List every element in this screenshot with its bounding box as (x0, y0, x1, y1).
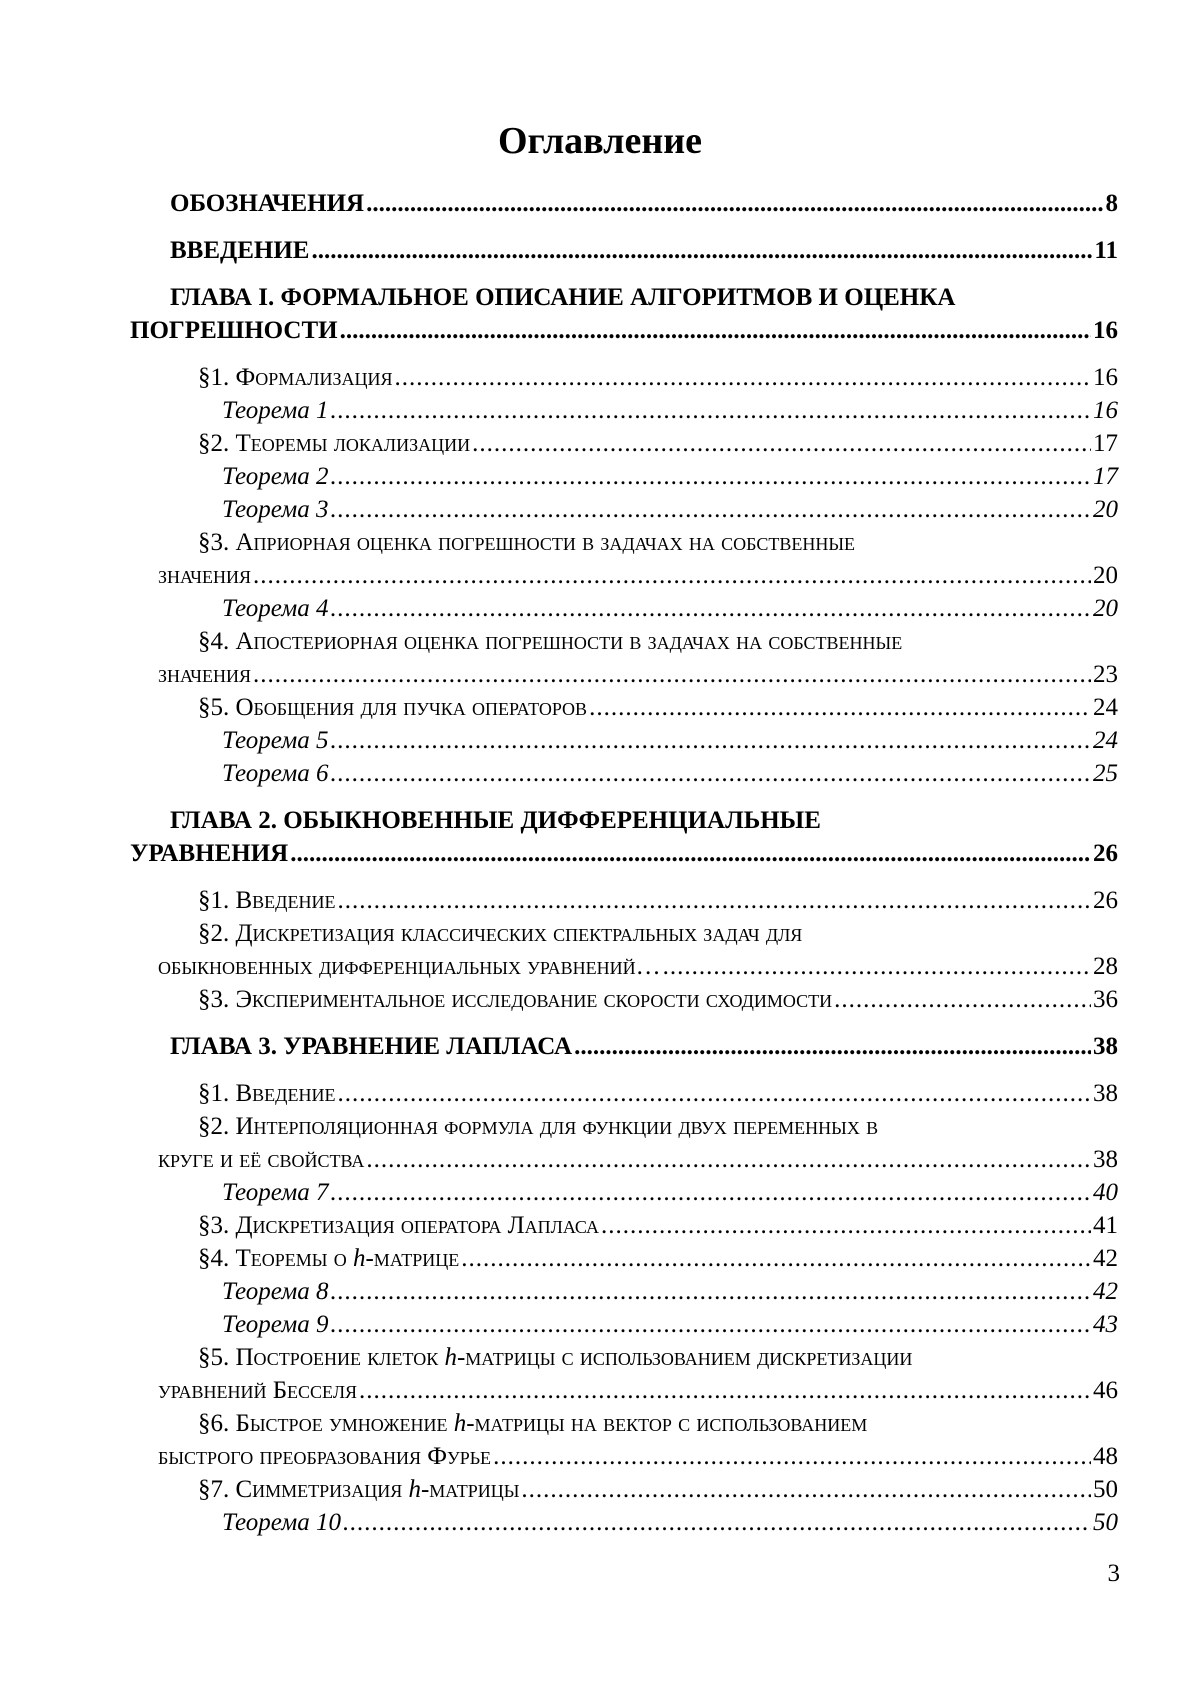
toc-section-entry[interactable] (198, 1077, 1118, 1110)
dot-leader (330, 592, 1091, 625)
toc-page-number: 11 (1094, 237, 1118, 264)
toc-entry-title: Теорема 2 (222, 463, 329, 490)
toc-page-number: 36 (1093, 986, 1118, 1013)
toc-entry-title-cont: значения (158, 661, 251, 688)
toc-entry-title: ГЛАВА I. ФОРМАЛЬНОЕ ОПИСАНИЕ АЛГОРИТМОВ И ОЦЕНКА (170, 284, 956, 311)
page-title: Оглавление (497, 120, 703, 162)
toc-page-number: 38 (1093, 1146, 1118, 1173)
toc-entry-title (198, 1407, 1118, 1440)
table-of-contents (130, 187, 1118, 1539)
toc-section-entry[interactable] (198, 884, 1118, 917)
dot-leader (330, 724, 1091, 757)
dot-leader (395, 361, 1092, 394)
toc-page-number: 38 (1093, 1080, 1118, 1107)
toc-entry-title: Теорема 10 (222, 1509, 341, 1536)
toc-theorem-entry[interactable] (222, 757, 1118, 790)
toc-entry-title: Теорема 8 (222, 1278, 329, 1305)
title-part: §5. Построение клеток (198, 1344, 445, 1371)
toc-page-number: 20 (1093, 562, 1118, 589)
toc-page-number: 17 (1093, 430, 1118, 457)
toc-entry-title (198, 1242, 459, 1275)
dot-leader (330, 460, 1091, 493)
toc-entry-title: Теорема 6 (222, 760, 329, 787)
toc-page-number: 40 (1093, 1179, 1118, 1206)
toc-section-entry[interactable] (198, 1473, 1118, 1506)
toc-entry-title-cont: уравнений Бесселя (158, 1377, 358, 1404)
dot-leader (330, 493, 1091, 526)
toc-section-entry[interactable] (198, 983, 1118, 1016)
toc-page-number: 26 (1093, 887, 1118, 914)
toc-entry-title: §2. Теоремы локализации (198, 430, 471, 457)
toc-entry-title: Теорема 9 (222, 1311, 329, 1338)
toc-page-number: 50 (1093, 1476, 1118, 1503)
toc-entry-title-cont: ПОГРЕШНОСТИ (130, 317, 338, 344)
dot-leader (330, 1176, 1091, 1209)
toc-section-entry[interactable] (198, 427, 1118, 460)
toc-page-number: 43 (1093, 1311, 1118, 1338)
toc-page-number: 24 (1093, 694, 1118, 721)
toc-page-number: 16 (1093, 364, 1118, 391)
h-symbol: h (444, 1344, 457, 1371)
dot-leader (472, 427, 1091, 460)
toc-entry-title-cont: значения (158, 562, 251, 589)
toc-entry-title: §1. Введение (198, 1080, 336, 1107)
toc-section-entry[interactable] (158, 526, 1118, 592)
h-symbol: h (453, 1410, 467, 1437)
title-part: -матрице (365, 1245, 460, 1272)
toc-theorem-entry[interactable] (222, 460, 1118, 493)
title-part: -матрицы с использованием дискретизации (456, 1344, 913, 1371)
toc-chapter-entry[interactable] (130, 804, 1118, 870)
dot-leader (340, 314, 1091, 347)
toc-section-entry[interactable] (158, 625, 1118, 691)
toc-page-number: 41 (1093, 1212, 1118, 1239)
toc-entry-title (198, 1473, 519, 1506)
title-part: -матрицы (420, 1476, 520, 1503)
title-part: §7. Симметризация (198, 1476, 409, 1503)
toc-entry-title: Теорема 3 (222, 496, 329, 523)
toc-theorem-entry[interactable] (222, 724, 1118, 757)
toc-theorem-entry[interactable] (222, 1506, 1118, 1539)
toc-section-entry[interactable] (158, 917, 1118, 983)
toc-theorem-entry[interactable] (222, 1275, 1118, 1308)
toc-entry[interactable] (170, 187, 1118, 220)
toc-page-number: 42 (1093, 1278, 1118, 1305)
toc-theorem-entry[interactable] (222, 394, 1118, 427)
toc-section-entry[interactable] (198, 1242, 1118, 1275)
toc-entry-title: ГЛАВА 3. УРАВНЕНИЕ ЛАПЛАСА (170, 1033, 573, 1060)
toc-entry-title-cont: обыкновенных дифференциальных уравнений… (158, 953, 661, 980)
toc-page-number: 16 (1093, 397, 1118, 424)
toc-entry-title: Теорема 5 (222, 727, 329, 754)
dot-leader (461, 1242, 1091, 1275)
toc-entry[interactable] (170, 234, 1118, 267)
page-number: 3 (1107, 1560, 1120, 1587)
dot-leader (589, 691, 1091, 724)
toc-section-entry[interactable] (198, 691, 1118, 724)
toc-page-number: 8 (1105, 190, 1118, 217)
dot-leader (337, 1077, 1091, 1110)
dot-leader (311, 234, 1092, 267)
dot-leader (366, 187, 1103, 220)
toc-entry-title: §4. Апостериорная оценка погрешности в задачах на собственные (198, 628, 903, 655)
toc-page-number: 23 (1093, 661, 1118, 688)
toc-page-number: 50 (1093, 1509, 1118, 1536)
title-part: §6. Быстрое умножение (198, 1410, 454, 1437)
dot-leader (330, 757, 1091, 790)
toc-theorem-entry[interactable] (222, 1176, 1118, 1209)
title-part: -матрицы на вектор с использованием (466, 1410, 868, 1437)
dot-leader (337, 884, 1091, 917)
dot-leader (834, 983, 1091, 1016)
toc-entry-title-cont: быстрого преобразования Фурье (158, 1443, 492, 1470)
toc-page-number: 20 (1093, 496, 1118, 523)
dot-leader (663, 950, 1091, 983)
toc-entry-title-cont: круге и её свойства (158, 1146, 365, 1173)
toc-entry-title: ГЛАВА 2. ОБЫКНОВЕННЫЕ ДИФФЕРЕНЦИАЛЬНЫЕ (170, 807, 821, 834)
toc-section-entry[interactable] (158, 1407, 1118, 1473)
toc-page-number: 28 (1093, 953, 1118, 980)
h-symbol: h (352, 1245, 366, 1272)
dot-leader (366, 1143, 1091, 1176)
toc-entry-title: §2. Дискретизация классических спектральных задач для (198, 920, 803, 947)
dot-leader (343, 1506, 1091, 1539)
toc-section-entry[interactable] (158, 1110, 1118, 1176)
toc-entry-title: ОБОЗНАЧЕНИЯ (170, 190, 365, 217)
toc-entry-title: ВВЕДЕНИЕ (170, 237, 310, 264)
dot-leader (359, 1374, 1091, 1407)
toc-page-number: 16 (1093, 317, 1118, 344)
toc-page-number: 20 (1093, 595, 1118, 622)
toc-theorem-entry[interactable] (222, 1308, 1118, 1341)
toc-entry-title-cont: УРАВНЕНИЯ (130, 840, 289, 867)
dot-leader (290, 837, 1091, 870)
dot-leader (574, 1030, 1091, 1063)
title-part: §4. Теоремы о (198, 1245, 353, 1272)
toc-entry-title: §1. Введение (198, 887, 336, 914)
toc-section-entry[interactable] (198, 361, 1118, 394)
dot-leader (330, 394, 1091, 427)
toc-entry-title: §3. Экспериментальное исследование скорости сходимости (198, 986, 833, 1013)
toc-chapter-entry[interactable] (130, 281, 1118, 347)
toc-page-number: 42 (1093, 1245, 1118, 1272)
dot-leader (253, 559, 1091, 592)
toc-section-entry[interactable] (158, 1341, 1118, 1407)
toc-entry-title: §1. Формализация (198, 364, 393, 391)
toc-page-number: 26 (1093, 840, 1118, 867)
toc-page-number: 17 (1093, 463, 1118, 490)
dot-leader (330, 1275, 1091, 1308)
toc-chapter-entry[interactable] (170, 1030, 1118, 1063)
toc-entry-title: Теорема 4 (222, 595, 329, 622)
dot-leader (493, 1440, 1091, 1473)
dot-leader (253, 658, 1091, 691)
toc-section-entry[interactable] (198, 1209, 1118, 1242)
toc-entry-title: Теорема 1 (222, 397, 329, 424)
toc-page-number: 24 (1093, 727, 1118, 754)
dot-leader (330, 1308, 1091, 1341)
toc-entry-title: §2. Интерполяционная формула для функции двух переменных в (198, 1113, 879, 1140)
toc-entry-title (198, 1341, 1118, 1374)
toc-theorem-entry[interactable] (222, 592, 1118, 625)
toc-entry-title: §3. Дискретизация оператора Лапласа (198, 1212, 600, 1239)
dot-leader (601, 1209, 1091, 1242)
toc-page-number: 46 (1093, 1377, 1118, 1404)
toc-page-number: 48 (1093, 1443, 1118, 1470)
toc-entry-title: §3. Априорная оценка погрешности в задачах на собственные (198, 529, 856, 556)
toc-entry-title: §5. Обобщения для пучка операторов (198, 694, 588, 721)
toc-theorem-entry[interactable] (222, 493, 1118, 526)
h-symbol: h (408, 1476, 421, 1503)
toc-page-number: 25 (1093, 760, 1118, 787)
toc-page-number: 38 (1093, 1033, 1118, 1060)
toc-entry-title: Теорема 7 (222, 1179, 329, 1206)
dot-leader (521, 1473, 1091, 1506)
